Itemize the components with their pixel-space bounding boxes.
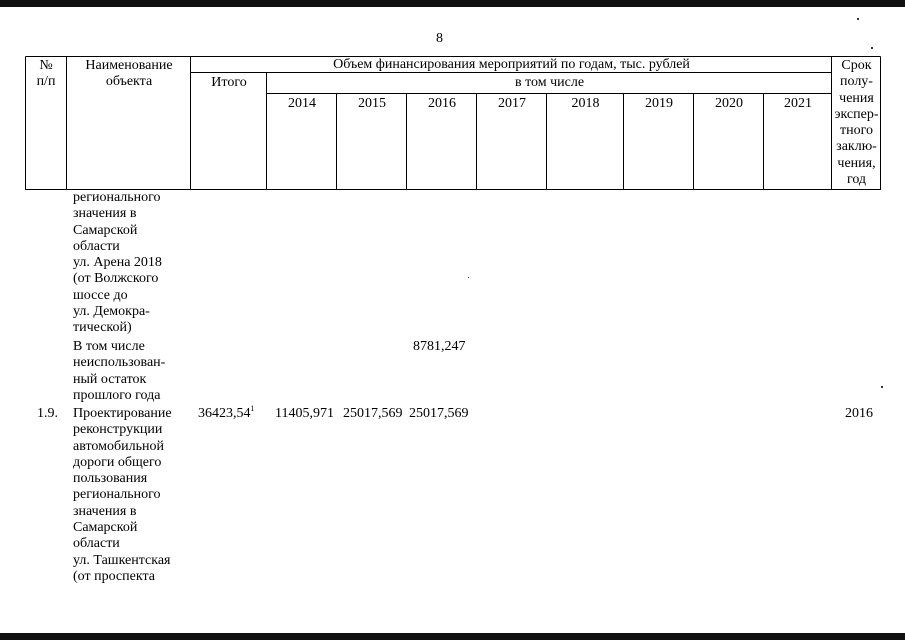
header-year-2021: 2021 [784, 96, 812, 111]
header-year-2018: 2018 [571, 96, 600, 111]
header-funding: Объем финансирования мероприятий по годам, тыс. рублей [333, 57, 690, 72]
scan-speck [857, 18, 859, 20]
scan-speck [881, 386, 883, 388]
footnote-mark: 1 [250, 404, 255, 413]
top-scan-border [0, 0, 905, 7]
row-value-2015: 25017,569 [343, 406, 403, 421]
sub-row-value-2016: 8781,247 [413, 339, 466, 354]
bottom-scan-border [0, 633, 905, 640]
row-value-2016: 25017,569 [409, 406, 469, 421]
sub-row-label: В том числе неиспользован- ный остаток прошлого года [73, 339, 166, 403]
header-total: Итого [211, 75, 247, 90]
header-year-2015: 2015 [358, 96, 386, 111]
scan-speck [468, 277, 469, 278]
row-total [198, 406, 255, 422]
row-number: 1.9. [37, 406, 58, 421]
row-term: 2016 [845, 406, 873, 421]
row-object-name: Проектирование реконструкции автомобильной дороги общего пользования регионального значения в Самарской области ул. Ташкентская (от проспекта [73, 406, 172, 584]
header-year-2019: 2019 [645, 96, 673, 111]
header-term: Срок полу- чения экспер- тного заклю- чения, год [834, 58, 879, 188]
continued-object-name: регионального значения в Самарской области ул. Арена 2018 (от Волжского шоссе до ул. Демокра- тической) [73, 190, 162, 336]
row-total-value: 36423,54 [198, 406, 251, 421]
scan-speck [871, 47, 873, 49]
header-year-2017: 2017 [498, 96, 526, 111]
header-year-2020: 2020 [715, 96, 743, 111]
row-value-2014: 11405,971 [275, 406, 334, 421]
header-year-2014: 2014 [288, 96, 316, 111]
table-header [25, 56, 881, 190]
header-num: № п/п [36, 58, 56, 89]
page-number: 8 [436, 31, 443, 46]
header-including: в том числе [514, 75, 585, 90]
header-year-2016: 2016 [428, 96, 456, 111]
header-name: Наименование объекта [85, 58, 173, 89]
